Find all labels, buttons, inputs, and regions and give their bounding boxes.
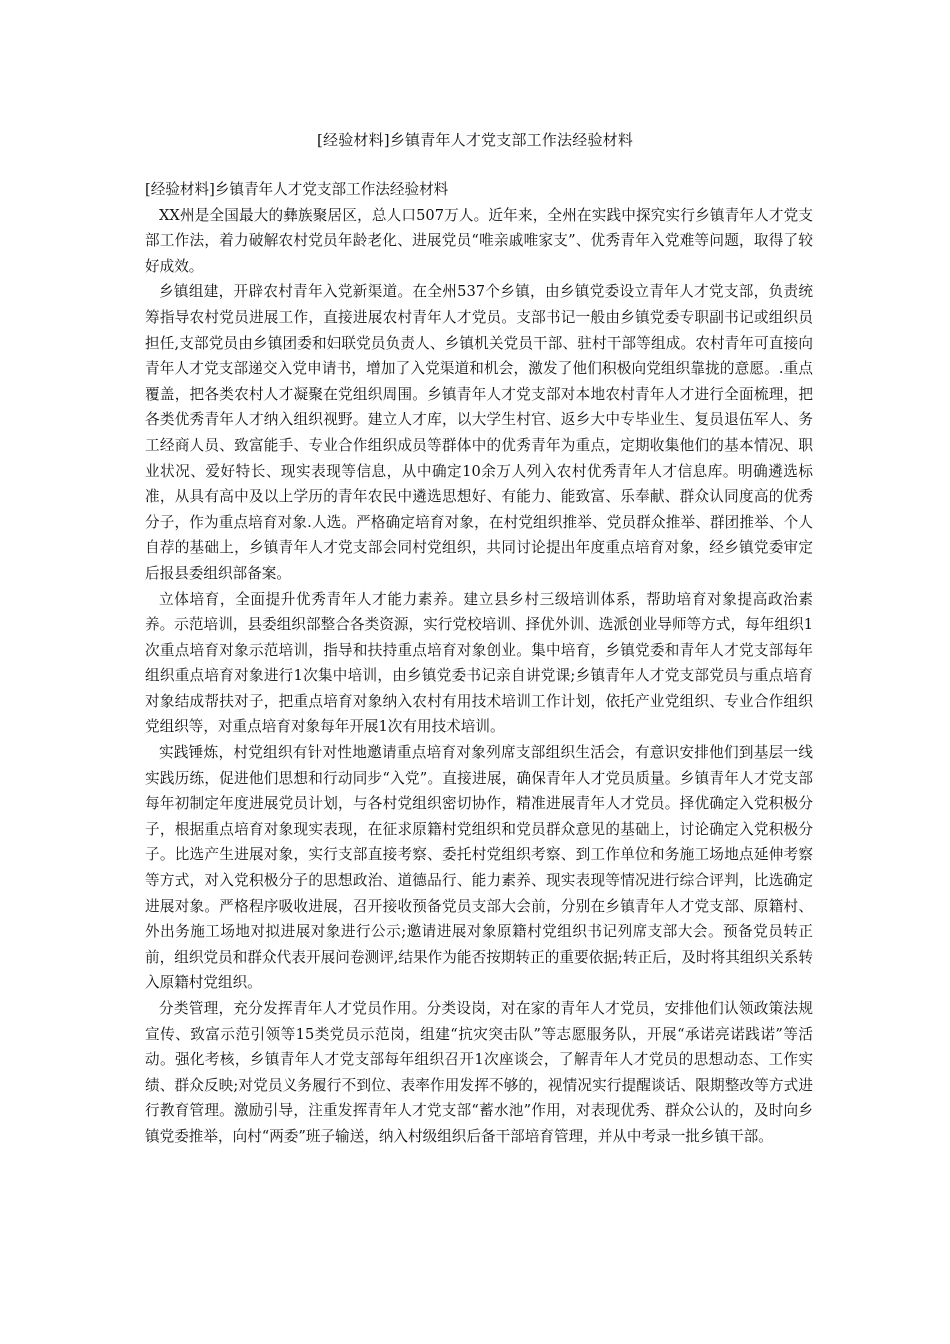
- paragraph-training: 立体培育，全面提升优秀青年人才能力素养。建立县乡村三级培训体系，帮助培育对象提高政治素养。示范培训，县委组织部整合各类资源，实行党校培训、择优外训、选派创业导师等方式，每年组织1次重点培育对象示范培训，指导和扶持重点培育对象创业。集中培育，乡镇党委和青年人才党支部每年组织重点培育对象进行1次集中培训，由乡镇党委书记亲自讲党课;乡镇青年人才党支部党员与重点培育对象结成帮扶对子，把重点培育对象纳入农村有用技术培训工作计划，依托产业党组织、专业合作组织党组织等，对重点培育对象每年开展1次有用技术培训。: [145, 590, 813, 736]
- paragraph-management: 分类管理，充分发挥青年人才党员作用。分类设岗，对在家的青年人才党员，安排他们认领政策法规宣传、致富示范引领等15类党员示范岗，组建“抗灾突击队”等志愿服务队，开展“承诺亮诺践诺”等活动。强化考核，乡镇青年人才党支部每年组织召开1次座谈会，了解青年人才党员的思想动态、工作实绩、群众反映;对党员义务履行不到位、表率作用发挥不够的，视情况实行提醒谈话、限期整改等方式进行教育管理。激励引导，注重发挥青年人才党支部“蓄水池”作用，对表现优秀、群众公认的，及时向乡镇党委推举，向村“两委”班子输送，纳入村级组织后备干部培育管理，并从中考录一批乡镇干部。: [145, 1000, 813, 1145]
- document-title: [经验材料]乡镇青年人才党支部工作法经验材料: [316, 131, 634, 149]
- document-subtitle: [经验材料]乡镇青年人才党支部工作法经验材料: [145, 181, 449, 198]
- document-body: [145, 177, 813, 1150]
- paragraph-practice: 实践锤炼，村党组织有针对性地邀请重点培育对象列席支部组织生活会，有意识安排他们到基层一线实践历练，促进他们思想和行动同步“入党”。直接进展，确保青年人才党员质量。乡镇青年人才党支部每年初制定年度进展党员计划，与各村党组织密切协作，精准进展青年人才党员。择优确定入党积极分子，根据重点培育对象现实表现，在征求原籍村党组织和党员群众意见的基础上，讨论确定入党积极分子。比选产生进展对象，实行支部直接考察、委托村党组织考察、到工作单位和务施工场地点延伸考察等方式，对入党积极分子的思想政治、道德品行、能力素养、现实表现等情况进行综合评判，比选确定进展对象。严格程序吸收进展，召开接收预备党员支部大会前，分别在乡镇青年人才党支部、原籍村、外出务施工场地对拟进展对象进行公示;邀请进展对象原籍村党组织书记列席支部大会。预备党员转正前，组织党员和群众代表开展问卷测评,结果作为能否按期转正的重要依据;转正后，及时将其组织关系转入原籍村党组织。: [145, 744, 813, 992]
- paragraph-intro: XX州是全国最大的彝族聚居区，总人口507万人。近年来，全州在实践中探究实行乡镇青年人才党支部工作法，着力破解农村党员年龄老化、进展党员“唯亲戚唯家支”、优秀青年入党难等问题，取得了较好成效。: [145, 206, 813, 275]
- paragraph-township-setup: 乡镇组建，开辟农村青年入党新渠道。在全州537个乡镇，由乡镇党委设立青年人才党支部，负责统筹指导农村党员进展工作，直接进展农村青年人才党员。支部书记一般由乡镇党委专职副书记或组织员担任,支部党员由乡镇团委和妇联党员负责人、乡镇机关党员干部、驻村干部等组成。农村青年可直接向青年人才党支部递交入党申请书，增加了入党渠道和机会，激发了他们积极向党组织靠拢的意愿。.重点覆盖，把各类农村人才凝聚在党组织周围。乡镇青年人才党支部对本地农村青年人才进行全面梳理，把各类优秀青年人才纳入组织视野。建立人才库，以大学生村官、返乡大中专毕业生、复员退伍军人、务工经商人员、致富能手、专业合作组织成员等群体中的优秀青年为重点，定期收集他们的基本情况、职业状况、爱好特长、现实表现等信息，从中确定10余万人列入农村优秀青年人才信息库。明确遴选标准，从具有高中及以上学历的青年农民中遴选思想好、有能力、能致富、乐奉献、群众认同度高的优秀分子，作为重点培育对象.人选。严格确定培育对象，在村党组织推举、党员群众推举、群团推举、个人自荐的基础上，乡镇青年人才党支部会同村党组织，共同讨论提出年度重点培育对象，经乡镇党委审定后报县委组织部备案。: [145, 283, 813, 582]
